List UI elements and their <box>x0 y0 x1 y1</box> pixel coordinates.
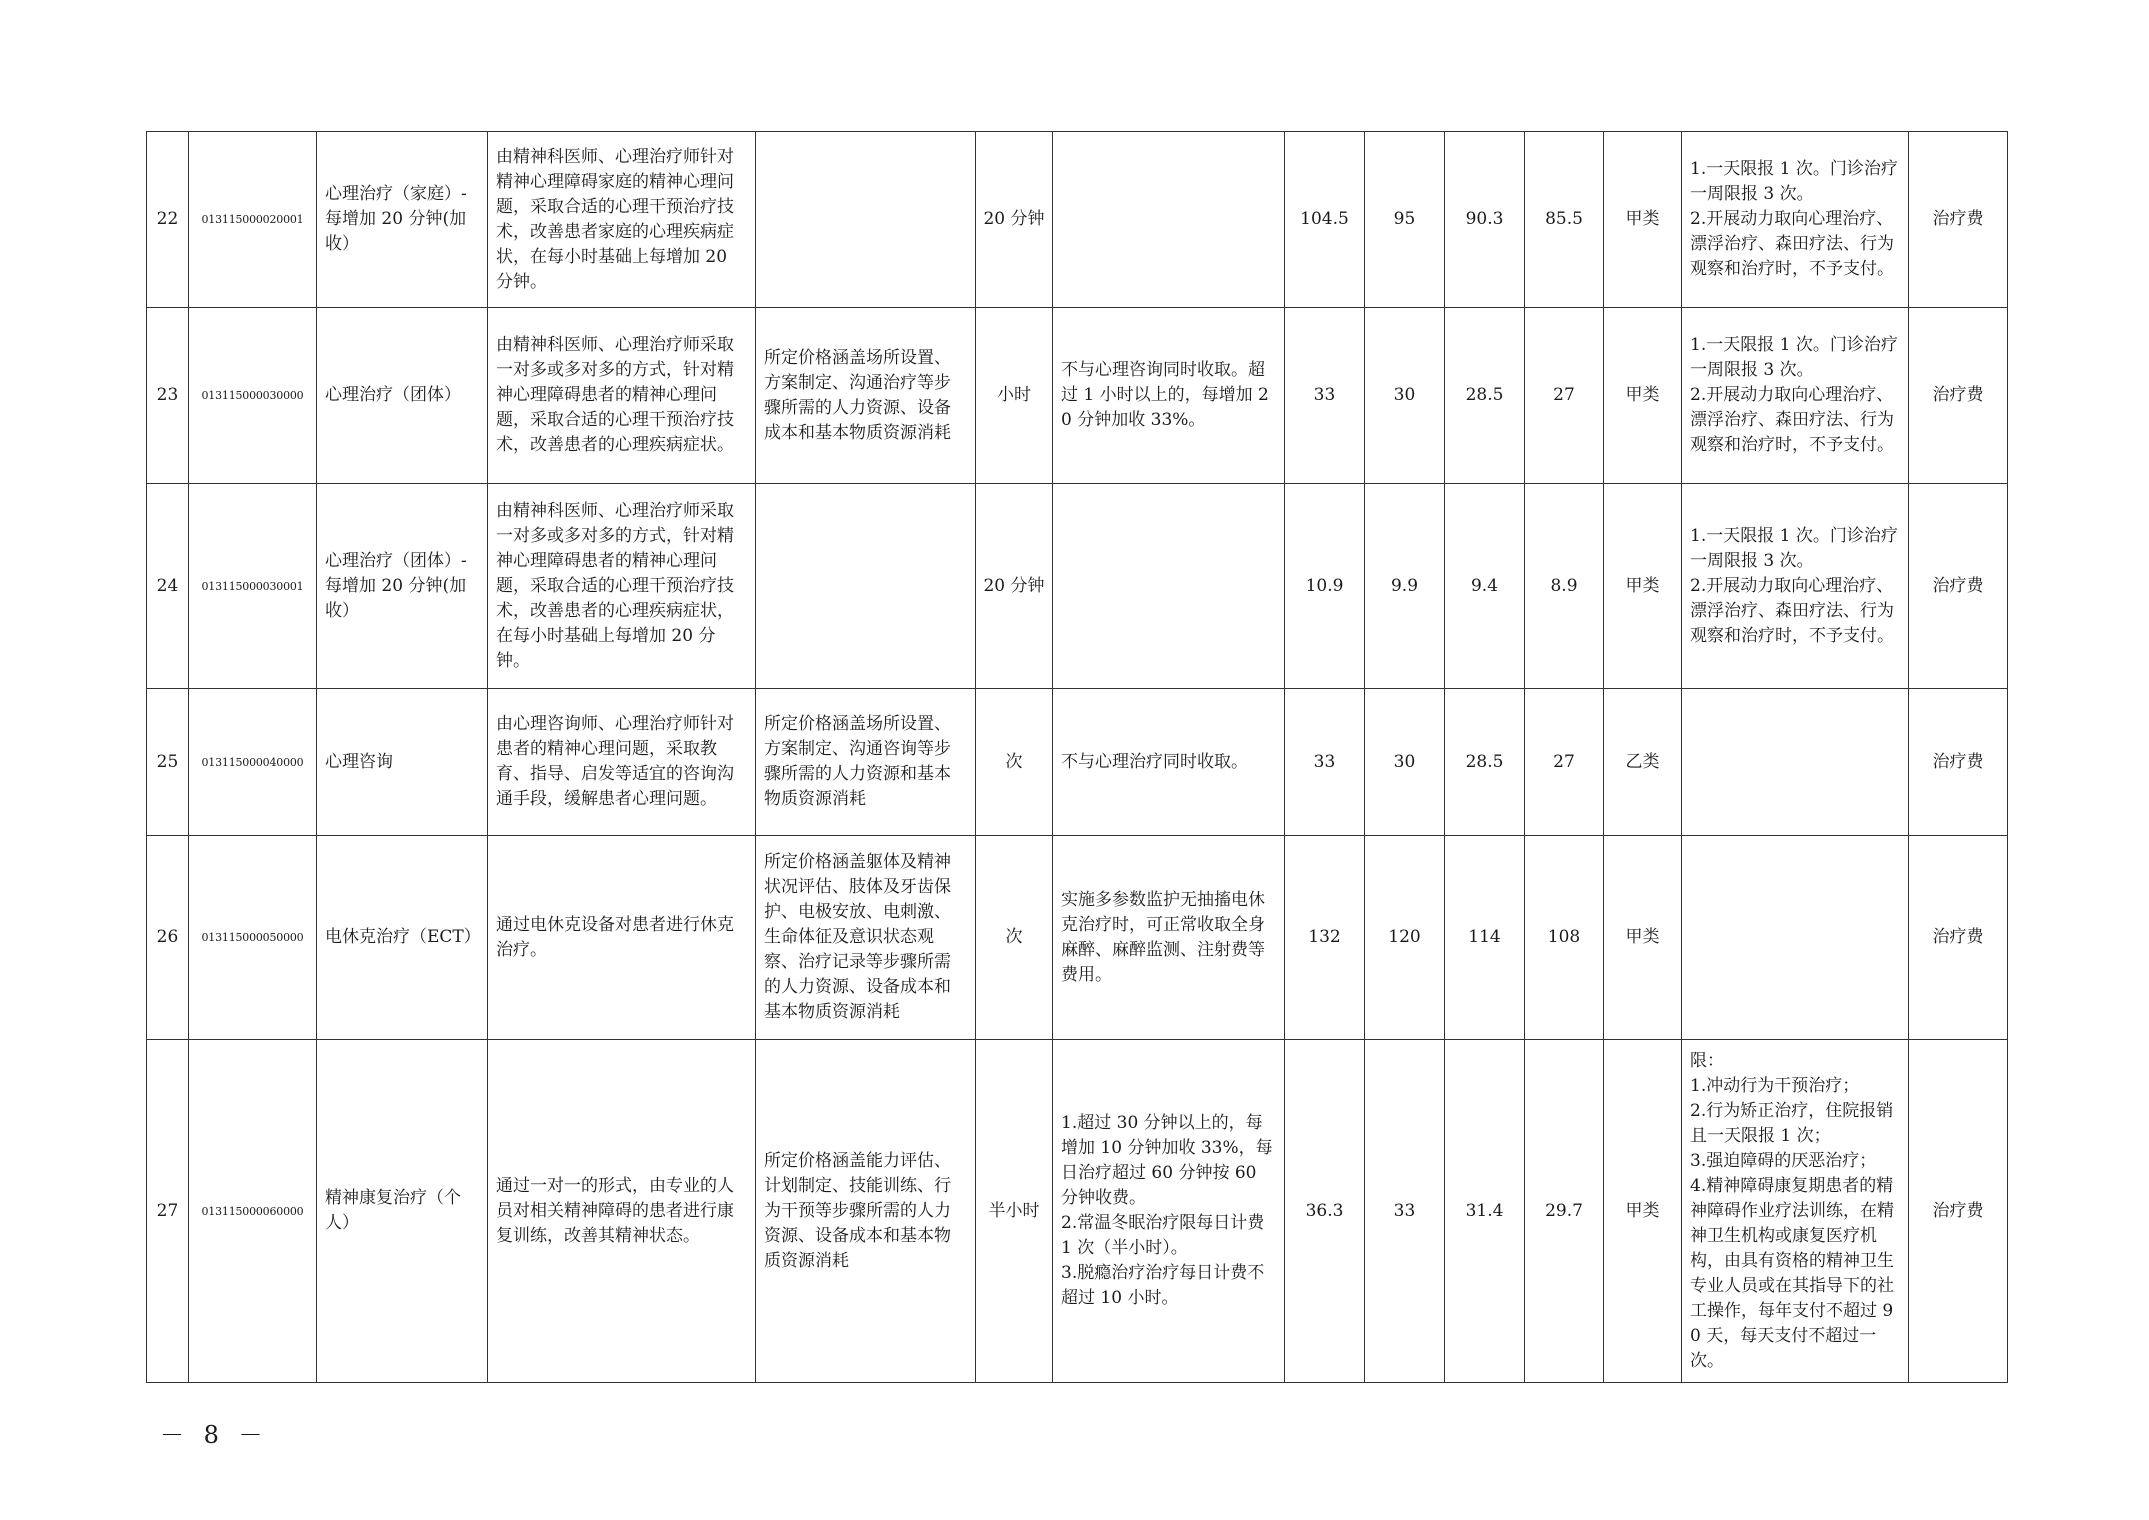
pricing-notes: 不与心理咨询同时收取。超过 1 小时以上的，每增加 20 分钟加收 33%。 <box>1053 308 1285 484</box>
page-number: － 8 － <box>160 1421 269 1449</box>
item-content: 由精神科医师、心理治疗师针对精神心理障碍家庭的精神心理问题，采取合适的心理干预治疗技术，改善患者家庭的心理疾病症状，在每小时基础上每增加 20 分钟。 <box>488 132 756 308</box>
pricing-unit: 半小时 <box>976 1040 1053 1383</box>
price-level-2: 30 <box>1365 689 1445 836</box>
item-code: 013115000050000 <box>189 836 317 1040</box>
price-scope: 所定价格涵盖场所设置、方案制定、沟通治疗等步骤所需的人力资源、设备成本和基本物质资源消耗 <box>756 308 976 484</box>
table-row <box>147 132 2008 308</box>
price-level-4: 8.9 <box>1525 484 1604 689</box>
price-level-2: 30 <box>1365 308 1445 484</box>
pricing-notes: 实施多参数监护无抽搐电休克治疗时，可正常收取全身麻醉、麻醉监测、注射费等费用。 <box>1053 836 1285 1040</box>
price-level-3: 9.4 <box>1445 484 1525 689</box>
item-content: 由精神科医师、心理治疗师采取一对多或多对多的方式，针对精神心理障碍患者的精神心理问题，采取合适的心理干预治疗技术，改善患者的心理疾病症状，在每小时基础上每增加 20 分钟。 <box>488 484 756 689</box>
price-level-2: 33 <box>1365 1040 1445 1383</box>
price-table <box>146 131 2008 1383</box>
price-level-2: 95 <box>1365 132 1445 308</box>
price-level-1: 33 <box>1285 689 1365 836</box>
insurance-category: 甲类 <box>1604 484 1682 689</box>
table-row <box>147 689 2008 836</box>
price-level-1: 36.3 <box>1285 1040 1365 1383</box>
price-level-3: 28.5 <box>1445 689 1525 836</box>
item-name: 心理治疗（家庭）-每增加 20 分钟(加收） <box>317 132 488 308</box>
price-scope: 所定价格涵盖场所设置、方案制定、沟通咨询等步骤所需的人力资源和基本物质资源消耗 <box>756 689 976 836</box>
pricing-unit: 20 分钟 <box>976 484 1053 689</box>
item-code: 013115000040000 <box>189 689 317 836</box>
table-row <box>147 836 2008 1040</box>
price-level-3: 28.5 <box>1445 308 1525 484</box>
insurance-category: 甲类 <box>1604 1040 1682 1383</box>
fee-type: 治疗费 <box>1909 308 2008 484</box>
table-body <box>147 132 2008 1383</box>
item-code: 013115000020001 <box>189 132 317 308</box>
price-level-1: 33 <box>1285 308 1365 484</box>
price-level-3: 90.3 <box>1445 132 1525 308</box>
payment-restriction: 1.一天限报 1 次。门诊治疗一周限报 3 次。 2.开展动力取向心理治疗、漂浮治疗、森田疗法、行为观察和治疗时，不予支付。 <box>1682 484 1909 689</box>
item-name: 心理咨询 <box>317 689 488 836</box>
pricing-unit: 次 <box>976 689 1053 836</box>
price-level-2: 120 <box>1365 836 1445 1040</box>
row-number: 26 <box>147 836 189 1040</box>
pricing-unit: 次 <box>976 836 1053 1040</box>
price-level-4: 27 <box>1525 308 1604 484</box>
pricing-notes: 不与心理治疗同时收取。 <box>1053 689 1285 836</box>
item-code: 013115000030001 <box>189 484 317 689</box>
price-scope <box>756 484 976 689</box>
row-number: 23 <box>147 308 189 484</box>
payment-restriction: 1.一天限报 1 次。门诊治疗一周限报 3 次。 2.开展动力取向心理治疗、漂浮治疗、森田疗法、行为观察和治疗时，不予支付。 <box>1682 308 1909 484</box>
price-level-1: 10.9 <box>1285 484 1365 689</box>
payment-restriction <box>1682 836 1909 1040</box>
fee-type: 治疗费 <box>1909 132 2008 308</box>
price-level-4: 29.7 <box>1525 1040 1604 1383</box>
price-scope: 所定价格涵盖能力评估、计划制定、技能训练、行为干预等步骤所需的人力资源、设备成本和基本物质资源消耗 <box>756 1040 976 1383</box>
item-content: 由心理咨询师、心理治疗师针对患者的精神心理问题，采取教育、指导、启发等适宜的咨询沟通手段，缓解患者心理问题。 <box>488 689 756 836</box>
pricing-notes <box>1053 132 1285 308</box>
fee-type: 治疗费 <box>1909 484 2008 689</box>
price-level-3: 31.4 <box>1445 1040 1525 1383</box>
item-content: 通过一对一的形式，由专业的人员对相关精神障碍的患者进行康复训练，改善其精神状态。 <box>488 1040 756 1383</box>
insurance-category: 乙类 <box>1604 689 1682 836</box>
table-row <box>147 308 2008 484</box>
pricing-notes: 1.超过 30 分钟以上的，每增加 10 分钟加收 33%，每日治疗超过 60 分钟按 60 分钟收费。 2.常温冬眠治疗限每日计费 1 次（半小时）。 3.脱瘾治疗治疗每日计费不超过 10 小时。 <box>1053 1040 1285 1383</box>
insurance-category: 甲类 <box>1604 132 1682 308</box>
item-code: 013115000060000 <box>189 1040 317 1383</box>
item-code: 013115000030000 <box>189 308 317 484</box>
fee-type: 治疗费 <box>1909 836 2008 1040</box>
fee-type: 治疗费 <box>1909 689 2008 836</box>
pricing-unit: 小时 <box>976 308 1053 484</box>
price-level-4: 27 <box>1525 689 1604 836</box>
pricing-unit: 20 分钟 <box>976 132 1053 308</box>
row-number: 24 <box>147 484 189 689</box>
price-level-4: 85.5 <box>1525 132 1604 308</box>
item-name: 心理治疗（团体）-每增加 20 分钟(加收） <box>317 484 488 689</box>
price-scope: 所定价格涵盖躯体及精神状况评估、肢体及牙齿保护、电极安放、电刺激、生命体征及意识状态观察、治疗记录等步骤所需的人力资源、设备成本和基本物质资源消耗 <box>756 836 976 1040</box>
table-row <box>147 1040 2008 1383</box>
item-name: 电休克治疗（ECT） <box>317 836 488 1040</box>
price-scope <box>756 132 976 308</box>
item-content: 由精神科医师、心理治疗师采取一对多或多对多的方式，针对精神心理障碍患者的精神心理问题，采取合适的心理干预治疗技术，改善患者的心理疾病症状。 <box>488 308 756 484</box>
row-number: 25 <box>147 689 189 836</box>
insurance-category: 甲类 <box>1604 308 1682 484</box>
price-level-1: 132 <box>1285 836 1365 1040</box>
item-content: 通过电休克设备对患者进行休克治疗。 <box>488 836 756 1040</box>
payment-restriction: 限： 1.冲动行为干预治疗； 2.行为矫正治疗，住院报销且一天限报 1 次； 3.强迫障碍的厌恶治疗； 4.精神障碍康复期患者的精神障碍作业疗法训练，在精神卫生机构或康复医疗机构，由具有资格的精神卫生专业人员或在其指导下的社工操作，每年支付不超过 90 天，每天支付不超过一次。 <box>1682 1040 1909 1383</box>
item-name: 心理治疗（团体） <box>317 308 488 484</box>
row-number: 27 <box>147 1040 189 1383</box>
payment-restriction <box>1682 689 1909 836</box>
fee-type: 治疗费 <box>1909 1040 2008 1383</box>
payment-restriction: 1.一天限报 1 次。门诊治疗一周限报 3 次。 2.开展动力取向心理治疗、漂浮治疗、森田疗法、行为观察和治疗时，不予支付。 <box>1682 132 1909 308</box>
table-row <box>147 484 2008 689</box>
price-level-4: 108 <box>1525 836 1604 1040</box>
price-level-3: 114 <box>1445 836 1525 1040</box>
item-name: 精神康复治疗（个人） <box>317 1040 488 1383</box>
insurance-category: 甲类 <box>1604 836 1682 1040</box>
price-level-2: 9.9 <box>1365 484 1445 689</box>
row-number: 22 <box>147 132 189 308</box>
price-level-1: 104.5 <box>1285 132 1365 308</box>
pricing-notes <box>1053 484 1285 689</box>
